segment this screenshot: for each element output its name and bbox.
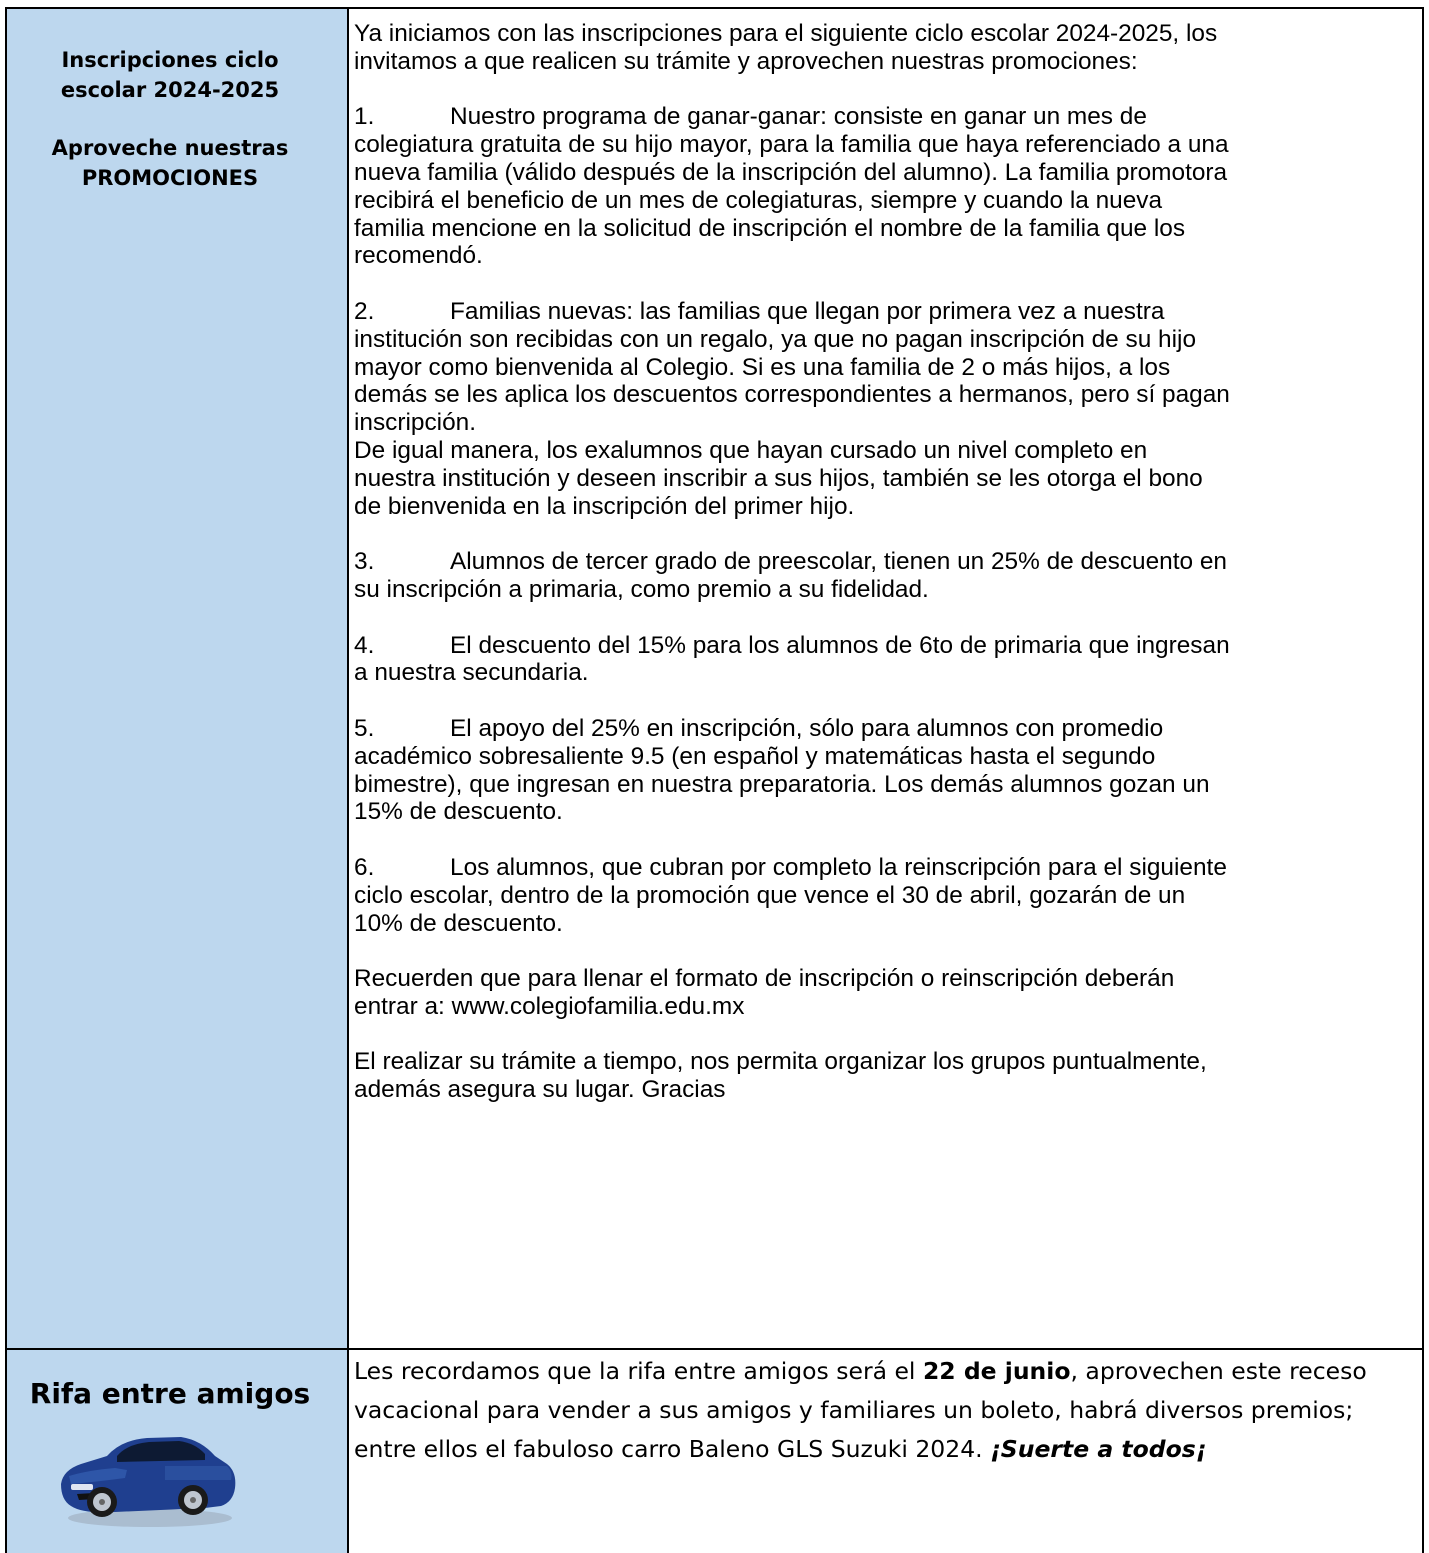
promo-item-3-number: 3. (354, 548, 375, 576)
raffle-text-after: , aprovechen este receso vacacional para vender a sus amigos y familiares un boleto, habrá diversos premios; entre ellos el fabuloso carro Baleno GLS Suzuki 2024. (354, 1357, 1367, 1463)
section1-heading (0, 45, 340, 105)
section1-subheading (0, 133, 340, 193)
promo-item-5-number: 5. (354, 714, 375, 742)
promo-item-6 (354, 854, 1406, 937)
reminder-paragraph: Recuerden que para llenar el formato de inscripción o reinscripción deberán entrar a: www.colegiofamilia.edu.mx (354, 965, 1175, 1020)
promo-item-6-text: Los alumnos, que cubran por completo la reinscripción para el siguiente ciclo escolar, dentro de la promoción que vence el 30 de abril, gozarán de un 10% de descuento. (354, 853, 1227, 937)
promo-item-1 (354, 103, 1406, 270)
closing-paragraph: El realizar su trámite a tiempo, nos permita organizar los grupos puntualmente, además asegura su lugar. Gracias (354, 1048, 1207, 1104)
promo-item-1-number: 1. (354, 103, 375, 131)
row-divider (7, 1348, 1422, 1350)
raffle-date: 22 de junio (922, 1357, 1071, 1385)
section1-heading-line2: escolar 2024-2025 (60, 78, 280, 102)
raffle-closing: ¡Suerte a todos¡ (990, 1435, 1207, 1463)
promo-item-4-text: El descuento del 15% para los alumnos de 6to de primaria que ingresan a nuestra secundaria. (354, 631, 1230, 687)
section2-heading: Rifa entre amigos (29, 1377, 311, 1410)
section1-subheading-line1: Aproveche nuestras (51, 136, 289, 160)
promo-item-1-text: Nuestro programa de ganar-ganar: consiste en ganar un mes de colegiatura gratuita de su hijo mayor, para la familia que haya referenciado a una nueva familia (válido después de la inscripción del alumno). La familia promotora recibirá el beneficio de un mes de colegiaturas, siempre y cuando la nueva familia mencione en la solicitud de inscripción el nombre de la familia que los recomendó. (354, 103, 1229, 270)
promo-item-2 (354, 298, 1406, 437)
promo-item-5-text: El apoyo del 25% en inscripción, sólo para alumnos con promedio académico sobresaliente 9.5 (en español y matemáticas hasta el segundo bimestre), que ingresan en nuestra preparatoria. Los demás alumnos gozan un 15% de descuento. (354, 714, 1210, 826)
intro-paragraph: Ya iniciamos con las inscripciones para el siguiente ciclo escolar 2024-2025, los invitamos a que realicen su trámite y aprovechen nuestras promociones: (354, 20, 1218, 75)
section1-subheading-line2: PROMOCIONES (81, 166, 259, 190)
promo-item-2-number: 2. (354, 297, 375, 325)
promo-item-4-number: 4. (354, 631, 375, 659)
promo-item-3-text: Alumnos de tercer grado de preescolar, tienen un 25% de descuento en su inscripción a primaria, como premio a su fidelidad. (354, 548, 1227, 603)
promo-item-2-text: Familias nuevas: las familias que llegan por primera vez a nuestra institución son recibidas con un regalo, ya que no pagan inscripción de su hijo mayor como bienvenida al Colegio. Si es una familia de 2 o más hijos, a los demás se les aplica los descuentos correspondientes a hermanos, pero sí pagan inscripción. (354, 297, 1230, 437)
section1-body (354, 20, 1406, 1104)
promo-item-2-extra: De igual manera, los exalumnos que hayan cursado un nivel completo en nuestra institución y deseen inscribir a sus hijos, también se les otorga el bono de bienvenida en la inscripción del primer hijo. (354, 436, 1203, 520)
section2-body (354, 1352, 1406, 1469)
raffle-text-before: Les recordamos que la rifa entre amigos será el (354, 1357, 923, 1385)
promo-item-4 (354, 632, 1406, 688)
left-column (7, 9, 349, 1553)
promo-item-5 (354, 715, 1406, 826)
promo-item-6-number: 6. (354, 853, 375, 881)
car-image (55, 1420, 240, 1532)
section1-heading-line1: Inscripciones ciclo (61, 48, 279, 72)
promo-item-3 (354, 548, 1406, 604)
